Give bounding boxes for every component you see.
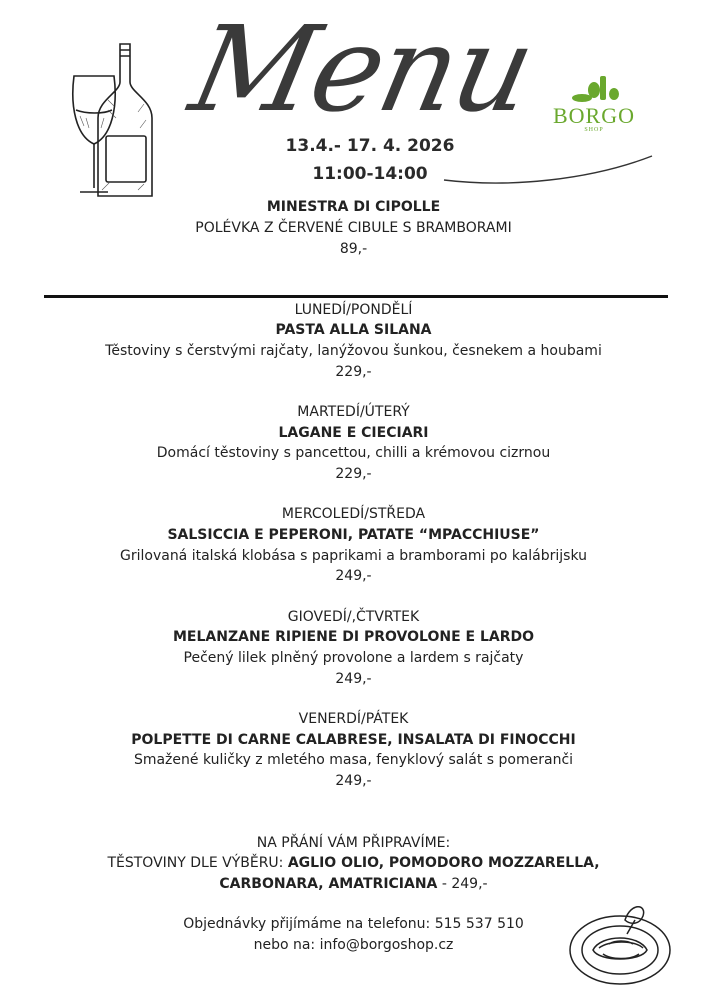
dish-name: PASTA ALLA SILANA (275, 322, 432, 338)
contact-phone: Objednávky přijímáme na telefonu: 515 537 510 (183, 916, 524, 932)
menu-title: Menu (180, 0, 545, 138)
logo-sub: SHOP (584, 127, 604, 133)
borgo-logo-icon (570, 72, 622, 104)
day-label: MARTEDÍ/ÚTERÝ (297, 404, 410, 420)
extra-options-1: AGLIO OLIO, POMODORO MOZZARELLA, (287, 855, 600, 871)
dish-price: 229,- (335, 364, 372, 380)
day-label: LUNEDÍ/PONDĚLÍ (294, 302, 413, 318)
dish-price: 249,- (335, 773, 372, 789)
logo-name: BORGO (552, 103, 635, 128)
extra-line-1 (0, 853, 707, 873)
menu-hours: 11:00-14:00 (312, 164, 428, 184)
dish-price: 229,- (335, 466, 372, 482)
extra-price: - 249,- (437, 876, 488, 892)
dish-name: LAGANE E CIECIARI (278, 425, 429, 441)
dish-name: POLPETTE DI CARNE CALABRESE, INSALATA DI FINOCCHI (131, 732, 576, 748)
dish-name: MELANZANE RIPIENE DI PROVOLONE E LARDO (172, 629, 535, 645)
dish-description: Domácí těstoviny s pancettou, chilli a krémovou cizrnou (156, 445, 551, 461)
section-divider (44, 295, 668, 298)
dish-price: 249,- (335, 671, 372, 687)
pasta-plate-icon (565, 890, 675, 990)
dish-description: Těstoviny s čerstvými rajčaty, lanýžovou šunkou, česnekem a houbami (105, 343, 602, 359)
dish-price: 249,- (335, 568, 372, 584)
soup-price: 89,- (339, 241, 368, 257)
day-label: GIOVEDÍ/,ČTVRTEK (287, 609, 420, 625)
day-label: VENERDÍ/PÁTEK (298, 711, 409, 727)
soup-name: MINESTRA DI CIPOLLE (266, 199, 441, 215)
extra-options-2: CARBONARA, AMATRICIANA (219, 876, 438, 892)
contact-email: nebo na: info@borgoshop.cz (253, 937, 454, 953)
wine-bottle-glass-icon (68, 40, 160, 202)
dish-description: Smažené kuličky z mletého masa, fenyklový salát s pomeranči (133, 752, 574, 768)
extra-intro: NA PŘÁNÍ VÁM PŘIPRAVÍME: (256, 835, 451, 851)
day-label: MERCOLEDÍ/STŘEDA (281, 506, 426, 522)
soup-description: POLÉVKA Z ČERVENÉ CIBULE S BRAMBORAMI (195, 220, 512, 236)
extra-prefix: TĚSTOVINY DLE VÝBĚRU: (107, 855, 288, 871)
dish-description: Grilovaná italská klobása s paprikami a bramborami po kalábrijsku (120, 548, 587, 564)
dish-name: SALSICCIA E PEPERONI, PATATE “MPACCHIUSE” (167, 527, 540, 543)
menu-dates: 13.4.- 17. 4. 2026 (285, 136, 455, 156)
dish-description: Pečený lilek plněný provolone a lardem s rajčaty (183, 650, 524, 666)
